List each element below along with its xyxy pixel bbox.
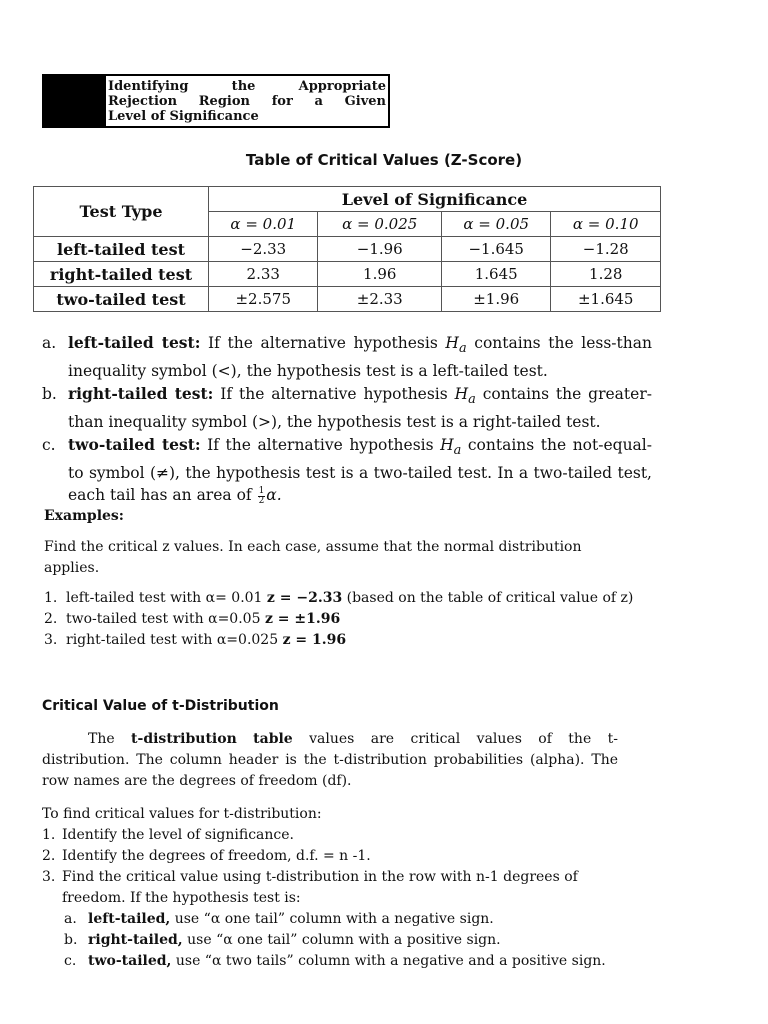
substep-bold: left-tailed, [88,911,171,927]
alpha-header: α = 0.05 [441,212,550,237]
definition-letter: c. [42,436,56,455]
table-cell: 1.28 [551,262,661,287]
example-z: z = −2.33 [266,590,343,606]
example-z: z = 1.96 [282,632,347,648]
table-title: Table of Critical Values (Z-Score) [245,151,523,169]
substep-text [88,930,501,951]
definition-text-before: If the alternative hypothesis [213,385,455,404]
alpha-header: α = 0.10 [551,212,661,237]
section-header [108,79,386,124]
substep-body: use “α one tail” column with a positive sign. [182,932,501,948]
step-text: Identify the level of significance. [62,827,294,843]
definition-text [68,434,652,506]
definitions-list [42,332,652,507]
definition-text-after: contains the less-than inequality symbol (<), the hypothesis test is a left-tailed test. [68,334,652,381]
example-number: 1. [44,590,58,606]
example-body: right-tailed test with α=0.025 [66,632,283,648]
hypothesis-subscript: a [458,341,467,357]
level-of-significance-header: Level of Significance [209,187,661,212]
hypothesis-symbol: H [445,334,459,352]
section-header-box [42,74,390,128]
example-text [66,609,340,630]
substep-item [42,951,612,972]
t-section-paragraph [42,729,618,792]
t-paragraph-rest: distribution. The column header is the t-distribution probabilities (alpha). The row names are the degrees of freedom (df). [42,752,618,789]
example-body: left-tailed test with α= 0.01 [66,590,267,606]
hypothesis-subscript: a [453,443,462,459]
alpha-header: α = 0.025 [318,212,442,237]
table-row [34,262,661,287]
substep-bold: two-tailed, [88,953,172,969]
step-number: 2. [42,848,56,864]
table-cell: ±2.575 [209,287,318,312]
table-cell: 1.645 [441,262,550,287]
step-item [42,867,612,909]
definition-text-before: If the alternative hypothesis [200,436,441,455]
table-cell: −1.645 [441,237,550,262]
step-text: Find the critical value using t-distribution in the row with n-1 degrees of freedom. If the hypothesis test is: [62,869,578,906]
examples-list [44,588,634,651]
substep-body: use “α one tail” column with a negative sign. [170,911,494,927]
steps-list [42,804,612,972]
example-z: z = ±1.96 [264,611,341,627]
definition-text-after: contains the not-equal-to symbol (≠), the hypothesis test is a two-tailed test. In a two-tailed test, each tail has an area of [68,436,652,505]
examples-intro: Find the critical z values. In each case, assume that the normal distribution applies. [44,539,582,576]
t-paragraph-line-1 [42,729,618,750]
table-cell: 1.96 [318,262,442,287]
substep-body: use “α two tails” column with a negative and a positive sign. [171,953,606,969]
table-header-row [34,187,661,212]
example-text [66,630,346,651]
definition-text-before: If the alternative hypothesis [200,334,446,352]
hypothesis-symbol: H [454,385,469,404]
substep-letter: b. [64,932,78,948]
step-number: 1. [42,827,56,843]
substep-item [42,930,612,951]
table-cell: −1.96 [318,237,442,262]
substep-text [88,951,606,972]
t-para-bold-1: t-distribution [131,731,237,747]
example-number: 3. [44,632,58,648]
row-label: right-tailed test [34,262,209,287]
example-item [44,609,634,630]
example-after: (based on the table of critical value of z) [342,590,634,606]
definition-letter: a. [42,334,57,352]
header-black-block [44,76,106,126]
definition-text-after: contains the greater-than inequality symbol (>), the hypothesis test is a right-tailed test. [68,385,652,432]
test-type-header: Test Type [34,187,209,237]
table-cell: ±1.96 [441,287,550,312]
step-item [42,825,612,846]
one-half-fraction [258,487,266,506]
example-body: two-tailed test with α=0.05 [66,611,265,627]
fraction-numerator: 1 [258,485,265,496]
t-section-title: Critical Value of t-Distribution [42,698,279,714]
definition-item [42,332,652,382]
example-item [44,630,634,651]
examples-label: Examples: [44,508,124,524]
definition-term: two-tailed test: [68,435,201,455]
definition-item [42,383,652,433]
table-cell: ±2.33 [318,287,442,312]
table-cell: 2.33 [209,262,318,287]
critical-values-table [33,186,661,312]
hypothesis-subscript: a [468,392,476,408]
example-text [66,588,633,609]
substep-letter: a. [64,911,77,927]
alpha-header: α = 0.01 [209,212,318,237]
table-row [34,287,661,312]
table-cell: −1.28 [551,237,661,262]
step-number: 3. [42,869,56,885]
t-para-rest-1: values are critical values of the t- [292,731,618,747]
definition-text [68,332,652,382]
t-para-bold-2: table [253,731,293,747]
table-cell: −2.33 [209,237,318,262]
definition-item [42,434,652,506]
fraction-denominator: 2 [258,495,265,506]
header-line-2: Rejection Region for a Given [108,94,386,109]
definition-letter: b. [42,385,57,404]
substep-item [42,909,612,930]
example-number: 2. [44,611,58,627]
steps-intro: To find critical values for t-distribution: [42,806,322,822]
t-para-mid [237,731,253,747]
substep-text [88,909,494,930]
example-item [44,588,634,609]
row-label: two-tailed test [34,287,209,312]
header-line-1: Identifying the Appropriate [108,79,386,94]
definition-text [68,383,652,433]
hypothesis-symbol: H [440,436,454,455]
step-text: Identify the degrees of freedom, d.f. = n -1. [62,848,371,864]
table-cell: ±1.645 [551,287,661,312]
step-item [42,846,612,867]
definition-term: left-tailed test: [68,333,201,352]
table-row [34,237,661,262]
substep-letter: c. [64,953,77,969]
header-line-3: Level of Significance [108,109,259,124]
row-label: left-tailed test [34,237,209,262]
t-para-lead: The [88,731,132,747]
definition-term: right-tailed test: [68,384,214,404]
substep-bold: right-tailed, [88,932,183,948]
alpha-symbol: α. [266,486,282,505]
